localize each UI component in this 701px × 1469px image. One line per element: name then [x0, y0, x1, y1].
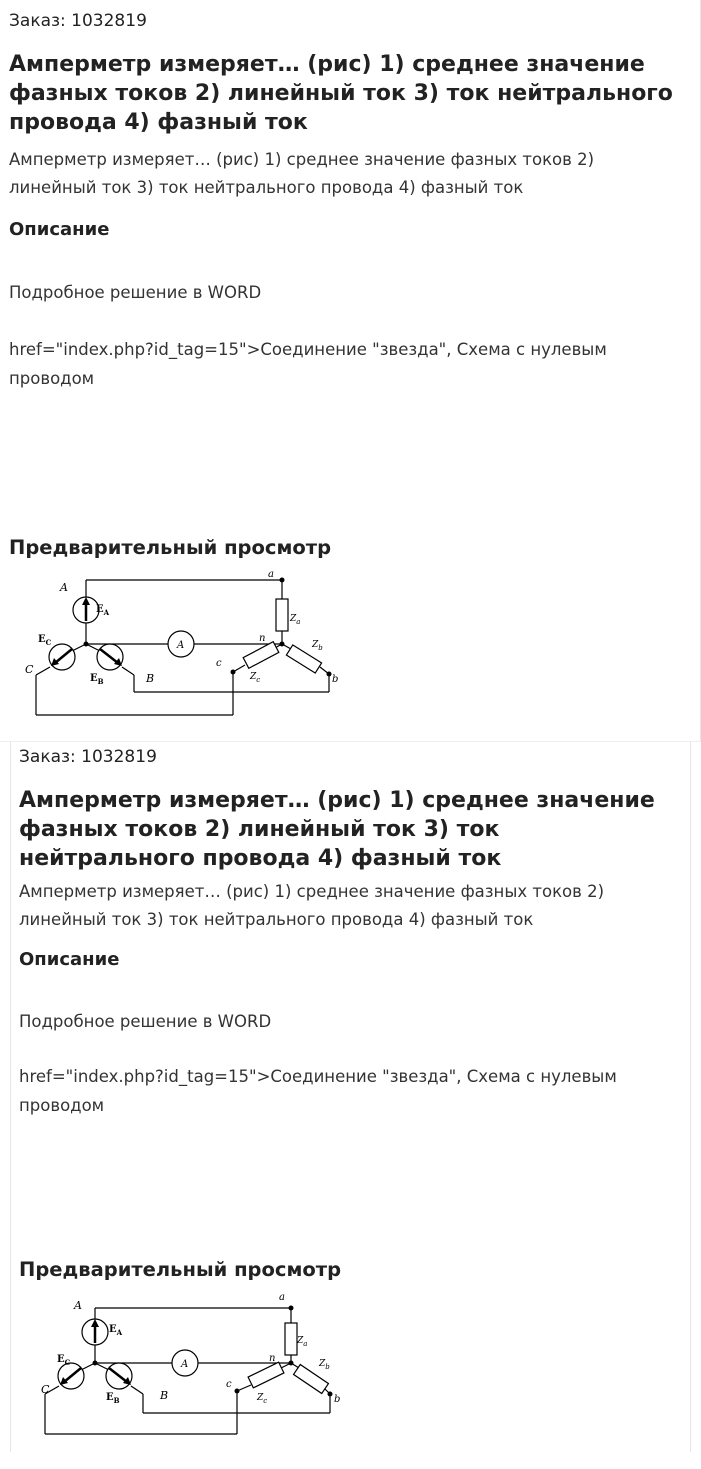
description-heading: Описание [9, 219, 110, 240]
node-C-label: C [41, 1383, 50, 1396]
emf-sources [49, 597, 194, 670]
node-n-label: n [259, 633, 266, 644]
impedance-c-icon [243, 642, 279, 669]
circuit-diagram [29, 1286, 359, 1441]
order-description: Амперметр измеряет… (рис) 1) среднее значение фазных токов 2) линейный ток 3) ток нейтрального провода 4) фазный ток [9, 150, 595, 197]
emf-b-label: $E_B$ [106, 1392, 120, 1405]
ammeter-label: A [181, 1359, 189, 1370]
node-a-label: a [268, 569, 274, 580]
node-C-label: C [25, 663, 34, 676]
order-title: Амперметр измеряет… (рис) 1) среднее значение фазных токов 2) линейный ток 3) ток нейтрального провода 4) фазный ток [9, 52, 673, 135]
node-c-label: c [216, 658, 222, 669]
node-n-label: n [269, 1353, 276, 1364]
node-A-label: A [74, 1299, 82, 1312]
node-A-label: A [60, 581, 68, 594]
preview-heading: Предварительный просмотр [9, 536, 332, 559]
order-number: Заказ: 1032819 [19, 747, 157, 767]
node-B-label: B [146, 672, 155, 685]
description-heading: Описание [19, 949, 120, 970]
order-title: Амперметр измеряет… (рис) 1) среднее значение фазных токов 2) линейный ток 3) ток нейтрального провода 4) фазный ток [19, 788, 655, 871]
ammeter-label: A [177, 640, 185, 651]
solution-note: Подробное решение в WORD [19, 1012, 272, 1031]
tag-link[interactable]: href="index.php?id_tag=15">Соединение "звезда", Схема с нулевым проводом [9, 340, 607, 388]
circuit-diagram [20, 565, 350, 720]
node-b-label: b [334, 1394, 341, 1405]
tag-link[interactable]: href="index.php?id_tag=15">Соединение "звезда", Схема с нулевым проводом [19, 1067, 617, 1115]
emf-a-label: $E_A$ [96, 604, 110, 617]
solution-note: Подробное решение в WORD [9, 283, 262, 302]
emf-c-label: $E_C$ [38, 634, 52, 647]
preview-heading: Предварительный просмотр [19, 1258, 342, 1281]
impedance-b-label: $Z_b$ [319, 1359, 330, 1371]
impedance-a-icon [285, 1323, 297, 1355]
impedance-c-label: $Z_c$ [257, 1393, 268, 1405]
emf-c-label: $E_C$ [57, 1354, 71, 1367]
emf-a-label: $E_A$ [109, 1324, 123, 1337]
impedance-a-icon [276, 599, 288, 631]
order-description: Амперметр измеряет… (рис) 1) среднее значение фазных токов 2) линейный ток 3) ток нейтрального провода 4) фазный ток [19, 882, 605, 929]
emf-b-label: $E_B$ [90, 673, 104, 686]
order-number: Заказ: 1032819 [9, 11, 147, 31]
node-c-label: c [226, 1379, 232, 1390]
node-B-label: B [160, 1389, 169, 1402]
impedance-b-label: $Z_b$ [312, 640, 323, 652]
node-b-label: b [332, 674, 339, 685]
impedance-c-label: $Z_c$ [250, 672, 261, 684]
node-a-label: a [279, 1292, 285, 1303]
impedance-c-icon [248, 1362, 284, 1388]
impedance-a-label: $Z_a$ [297, 1336, 308, 1348]
impedance-a-label: $Z_a$ [290, 614, 301, 626]
order-card-2 [10, 742, 691, 1452]
